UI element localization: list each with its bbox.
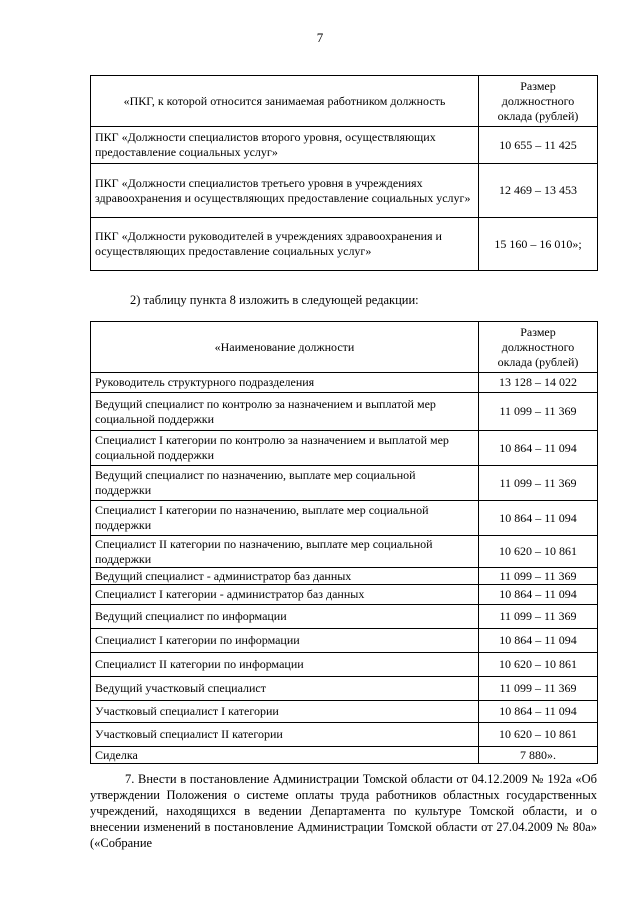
row-name-cell: Специалист I категории по назначению, выплате мер социальной поддержки bbox=[91, 501, 479, 536]
table-row bbox=[91, 747, 598, 764]
row-name-cell: Ведущий специалист - администратор баз данных bbox=[91, 568, 479, 585]
row-name-cell: ПКГ «Должности специалистов третьего уровня в учреждениях здравоохранения и осуществляющих предоставление социальных услуг» bbox=[91, 164, 479, 218]
table-row bbox=[91, 653, 598, 677]
paragraph-7: 7. Внести в постановление Администрации Томской области от 04.12.2009 № 192а «Об утверждении Положения о системе оплаты труда работников областных государственных учреждений, находящихся в ведении Департамента по культуре Томской области, и о внесении изменений в постановление Администрации Томской области от 27.04.2009 № 80а» («Собрание bbox=[90, 772, 597, 850]
salary-table-pkg bbox=[90, 75, 598, 271]
row-name-cell: Руководитель структурного подразделения bbox=[91, 373, 479, 393]
table-row bbox=[91, 701, 598, 723]
row-value-cell: 10 864 – 11 094 bbox=[479, 701, 598, 723]
intro-paragraph: 2) таблицу пункта 8 изложить в следующей редакции: bbox=[130, 293, 419, 307]
row-name-cell: Сиделка bbox=[91, 747, 479, 764]
row-value-cell: 11 099 – 11 369 bbox=[479, 466, 598, 501]
table-row bbox=[91, 466, 598, 501]
row-value-cell: 10 864 – 11 094 bbox=[479, 629, 598, 653]
row-name-cell: Участковый специалист I категории bbox=[91, 701, 479, 723]
row-name-cell: Участковый специалист II категории bbox=[91, 723, 479, 747]
table-row bbox=[91, 431, 598, 466]
table-row bbox=[91, 585, 598, 605]
table-row bbox=[91, 373, 598, 393]
header-salary-cell: Размер должностного оклада (рублей) bbox=[479, 322, 598, 373]
row-name-cell: Специалист I категории по информации bbox=[91, 629, 479, 653]
row-value-cell: 15 160 – 16 010»; bbox=[479, 218, 598, 271]
row-name-cell: Ведущий участковый специалист bbox=[91, 677, 479, 701]
row-value-cell: 11 099 – 11 369 bbox=[479, 605, 598, 629]
table-row bbox=[91, 629, 598, 653]
header-name-cell: «Наименование должности bbox=[91, 322, 479, 373]
row-name-cell: Специалист I категории - администратор баз данных bbox=[91, 585, 479, 605]
row-name-cell: ПКГ «Должности специалистов второго уровня, осуществляющих предоставление социальных услуг» bbox=[91, 127, 479, 164]
row-name-cell: Ведущий специалист по назначению, выплате мер социальной поддержки bbox=[91, 466, 479, 501]
table-row bbox=[91, 677, 598, 701]
row-value-cell: 10 864 – 11 094 bbox=[479, 501, 598, 536]
table-header-row bbox=[91, 76, 598, 127]
row-value-cell: 12 469 – 13 453 bbox=[479, 164, 598, 218]
row-value-cell: 10 655 – 11 425 bbox=[479, 127, 598, 164]
header-salary-cell: Размер должностного оклада (рублей) bbox=[479, 76, 598, 127]
row-value-cell: 11 099 – 11 369 bbox=[479, 393, 598, 431]
row-value-cell: 13 128 – 14 022 bbox=[479, 373, 598, 393]
header-name-cell: «ПКГ, к которой относится занимаемая работником должность bbox=[91, 76, 479, 127]
table-row bbox=[91, 127, 598, 164]
row-value-cell: 11 099 – 11 369 bbox=[479, 568, 598, 585]
row-name-cell: ПКГ «Должности руководителей в учреждениях здравоохранения и осуществляющих предоставление социальных услуг» bbox=[91, 218, 479, 271]
row-value-cell: 10 620 – 10 861 bbox=[479, 536, 598, 568]
table-row bbox=[91, 164, 598, 218]
row-value-cell: 10 620 – 10 861 bbox=[479, 653, 598, 677]
row-value-cell: 10 620 – 10 861 bbox=[479, 723, 598, 747]
row-name-cell: Специалист II категории по информации bbox=[91, 653, 479, 677]
row-name-cell: Ведущий специалист по информации bbox=[91, 605, 479, 629]
table-header-row bbox=[91, 322, 598, 373]
table-row bbox=[91, 218, 598, 271]
table-row bbox=[91, 393, 598, 431]
row-value-cell: 10 864 – 11 094 bbox=[479, 431, 598, 466]
row-value-cell: 7 880». bbox=[479, 747, 598, 764]
row-value-cell: 10 864 – 11 094 bbox=[479, 585, 598, 605]
table-row bbox=[91, 605, 598, 629]
row-name-cell: Специалист I категории по контролю за назначением и выплатой мер социальной поддержки bbox=[91, 431, 479, 466]
page-number: 7 bbox=[316, 30, 324, 45]
table-row bbox=[91, 723, 598, 747]
row-value-cell: 11 099 – 11 369 bbox=[479, 677, 598, 701]
row-name-cell: Ведущий специалист по контролю за назначением и выплатой мер социальной поддержки bbox=[91, 393, 479, 431]
table-row bbox=[91, 568, 598, 585]
table-row bbox=[91, 501, 598, 536]
table-row bbox=[91, 536, 598, 568]
row-name-cell: Специалист II категории по назначению, выплате мер социальной поддержки bbox=[91, 536, 479, 568]
salary-table-positions bbox=[90, 321, 598, 764]
